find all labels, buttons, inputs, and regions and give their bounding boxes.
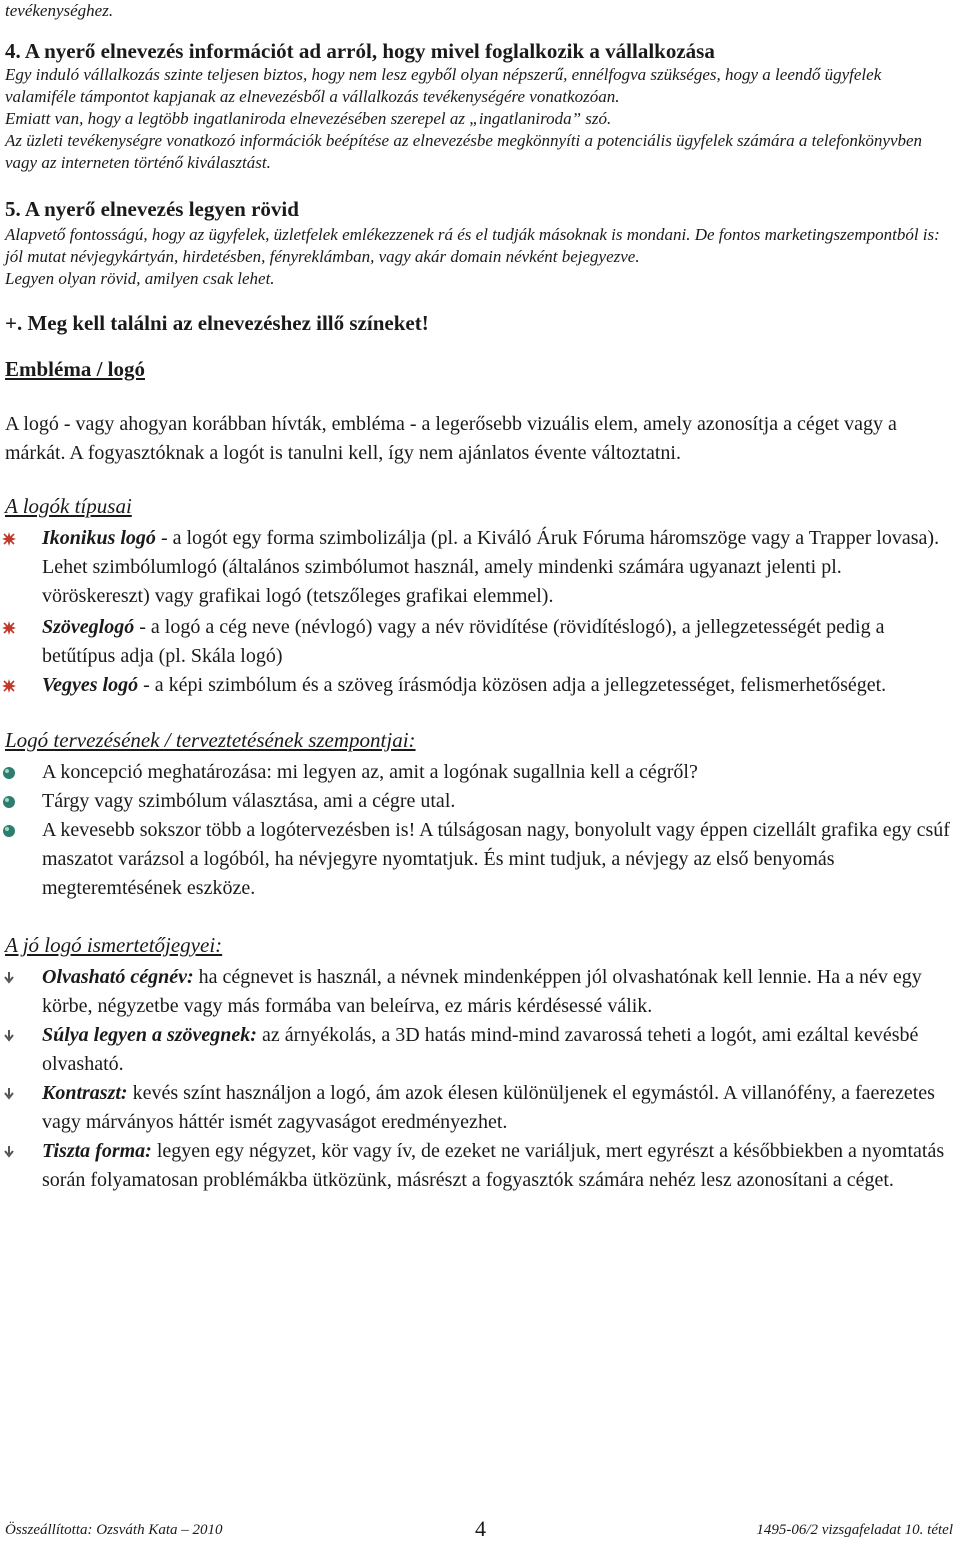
section-4-heading: 4. A nyerő elnevezés információt ad arról, hogy mivel foglalkozik a vállalkozása [5, 39, 715, 63]
teal-ball-bullet-icon [2, 795, 16, 809]
list-item [5, 1021, 953, 1079]
section-5-p2: Legyen olyan rövid, amilyen csak lehet. [5, 269, 275, 288]
term-olvashato: Olvasható cégnév: [42, 966, 194, 988]
logo-types-heading: A logók típusai [5, 494, 132, 518]
term-vegyes: Vegyes logó [42, 674, 139, 696]
emblem-heading: Embléma / logó [5, 357, 145, 381]
arrow-bullet-icon [2, 1087, 16, 1101]
list-item [5, 1137, 953, 1195]
term-kontraszt: Kontraszt: [42, 1082, 128, 1104]
good-logo-heading: A jó logó ismertetőjegyei: [5, 933, 223, 957]
design-item-text: A kevesebb sokszor több a logótervezésben is! A túlságosan nagy, bonyolult vagy éppen cizellált grafika egy csúf maszatot varázsol a logóból, ha névjegyre nyomtatjuk. És mint tudjuk, a névjegy az első benyomás megteremtésének eszköze. [42, 819, 950, 899]
section-4-p3: Az üzleti tevékenységre vonatkozó információk beépítése az elnevezésbe megkönnyíti a potenciális ügyfelek számára a telefonkönyvben vagy az interneten történő kiválasztást. [5, 131, 923, 172]
footer-author: Összeállította: Ozsváth Kata – 2010 [5, 1522, 223, 1538]
section-5-p1: Alapvető fontosságú, hogy az ügyfelek, üzletfelek emlékezzenek rá és el tudják másoknak is mondani. De fontos marketingszempontból is: jól mutat névjegykártyán, hirdetésben, fényreklámban, vagy akár domain névként bejegyezve. [5, 225, 940, 266]
list-item [5, 963, 953, 1021]
arrow-bullet-icon [2, 971, 16, 985]
term-szoveglogo: Szöveglogó [42, 616, 135, 638]
term-text: - a képi szimbólum és a szöveg írásmódja közösen adja a jellegzetességet, felismerhetőséget. [138, 674, 887, 696]
term-ikonikus: Ikonikus logó [42, 527, 156, 549]
teal-ball-bullet-icon [2, 824, 16, 838]
term-text: - a logót egy forma szimbolizálja (pl. a Kiváló Áruk Fóruma háromszöge vagy a Trapper lovasa). Lehet szimbólumlogó (általános szimbólumot használ, amely mindenki számára ugyanazt jelenti pl. vöröskereszt) vagy grafikai logó (tetszőleges grafikai elemmel). [42, 527, 940, 607]
arrow-bullet-icon [2, 1145, 16, 1159]
section-4-p1: Egy induló vállalkozás szinte teljesen biztos, hogy nem lesz egyből olyan népszerű, ennélfogva szükséges, hogy a leendő ügyfelek valamiféle támpontot kapjanak az elnevezésből a vállalkozás tevékenységére vonatkozóan. [5, 65, 882, 106]
term-text: az árnyékolás, a 3D hatás mind-mind zavarossá teheti a logót, ami ezáltal kevésbé olvasható. [42, 1024, 919, 1075]
teal-ball-bullet-icon [2, 766, 16, 780]
design-item-text: A koncepció meghatározása: mi legyen az, amit a logónak sugallnia kell a cégről? [42, 761, 698, 783]
top-line: tevékenységhez. [5, 1, 114, 20]
good-logo-list [5, 963, 953, 1195]
design-heading: Logó tervezésének / terveztetésének szempontjai: [5, 728, 416, 752]
term-tiszta-forma: Tiszta forma: [42, 1140, 152, 1162]
page-footer [5, 1516, 953, 1542]
logo-types-list [5, 524, 953, 700]
list-item [5, 816, 953, 903]
term-text: ha cégnevet is használ, a névnek mindenképpen jól olvashatónak kell lennie. Ha a név egy körbe, négyzetbe vagy más formába van beleírva, ez máris kérdésessé válik. [42, 966, 922, 1017]
list-item [5, 758, 953, 787]
list-item [5, 613, 953, 671]
red-star-bullet-icon [2, 532, 16, 546]
design-list [5, 758, 953, 903]
list-item [5, 1079, 953, 1137]
list-item [5, 671, 953, 700]
term-text: kevés színt használjon a logó, ám azok élesen különüljenek el egymástól. A villanófény, a faerezetes vagy márványos háttér ismét zagyvaságot eredményezhet. [42, 1082, 935, 1133]
term-text: legyen egy négyzet, kör vagy ív, de ezeket ne variáljuk, mert egyrészt a későbbiekben a nyomtatás során folyamatosan problémákba ütközünk, másrészt a fogyasztók számára nehéz lesz azonosítani a céget. [42, 1140, 945, 1191]
term-sulya: Súlya legyen a szövegnek: [42, 1024, 257, 1046]
list-item [5, 524, 953, 611]
list-item [5, 787, 953, 816]
design-item-text: Tárgy vagy szimbólum választása, ami a cégre utal. [42, 790, 456, 812]
page-number: 4 [475, 1516, 486, 1541]
arrow-bullet-icon [2, 1029, 16, 1043]
footer-exam-code: 1495-06/2 vizsgafeladat 10. tétel [756, 1522, 953, 1538]
section-4-p2: Emiatt van, hogy a legtöbb ingatlaniroda elnevezésében szerepel az „ingatlaniroda” szó. [5, 109, 612, 128]
emblem-paragraph: A logó - vagy ahogyan korábban hívták, embléma - a legerősebb vizuális elem, amely azonosítja a céget vagy a márkát. A fogyasztóknak a logót is tanulni kell, így nem ajánlatos évente változtatni. [5, 413, 897, 464]
red-star-bullet-icon [2, 621, 16, 635]
colors-heading: +. Meg kell találni az elnevezéshez illő színeket! [5, 311, 429, 335]
red-star-bullet-icon [2, 679, 16, 693]
term-text: - a logó a cég neve (névlogó) vagy a név rövidítése (rövidítéslogó), a jellegzetességét pedig a betűtípus adja (pl. Skála logó) [42, 616, 885, 667]
section-5-heading: 5. A nyerő elnevezés legyen rövid [5, 197, 299, 221]
document-page [5, 0, 953, 1195]
